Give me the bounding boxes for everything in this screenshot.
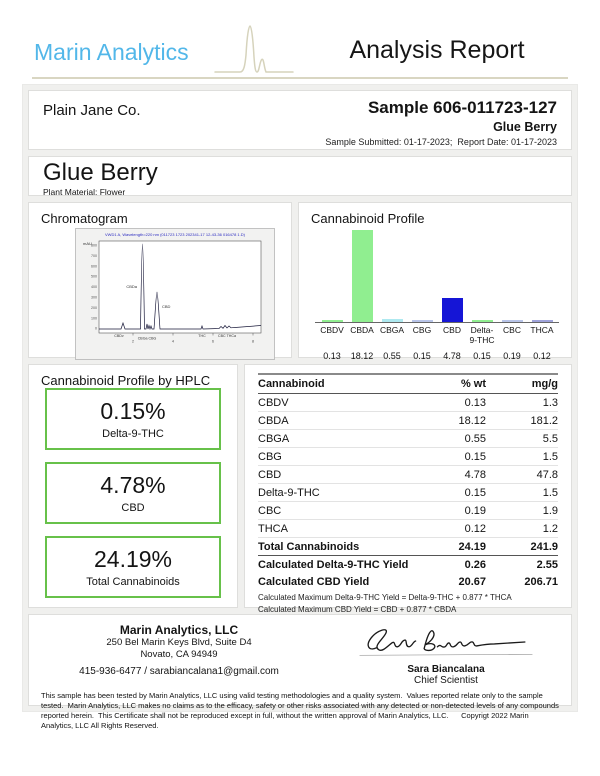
hplc-box-value: 0.15% xyxy=(100,398,166,424)
chrom-x-tick: 4 xyxy=(171,338,175,344)
strain-card xyxy=(28,156,572,196)
results-table-card xyxy=(244,364,572,614)
cell-pct-wt: 0.26 xyxy=(464,558,486,571)
page-title: Analysis Report xyxy=(349,36,525,64)
cell-pct-wt: 0.13 xyxy=(414,394,486,412)
footer-top xyxy=(29,623,571,686)
cell-mg-g: 206.71 xyxy=(524,575,558,588)
cell-pct-wt: 0.15 xyxy=(414,484,486,502)
bar-slot xyxy=(497,230,527,322)
col-header-cannabinoid: Cannabinoid xyxy=(258,374,414,394)
cell-mg-g: 47.8 xyxy=(486,466,558,484)
lab-phone-email: 415-936-6477 / sarabiancalana1@gmail.com xyxy=(79,665,279,677)
cell-mg-g: 5.5 xyxy=(486,430,558,448)
table-row xyxy=(258,430,558,448)
cell-analyte: Calculated CBD Yield xyxy=(258,575,370,588)
chrom-y-tick: 200 xyxy=(91,305,97,310)
cell-analyte: Calculated Delta-9-THC Yield xyxy=(258,558,409,571)
chrom-x-tick: 8 xyxy=(251,338,255,344)
bar-slot xyxy=(407,230,437,322)
sample-dates: Sample Submitted: 01-17-2023; Report Date: 01-17-2023 xyxy=(325,137,557,147)
bar-slot xyxy=(437,230,467,322)
chromatogram-plot xyxy=(75,228,275,360)
chrom-peak-label-second: CBD xyxy=(162,304,171,309)
hplc-box-delta9thc xyxy=(45,388,221,450)
cell-pct-wt: 0.19 xyxy=(414,502,486,520)
bar-category-label: CBGA xyxy=(379,325,405,335)
yield-note-thc: Calculated Maximum Delta-9-THC Yield = Delta-9-THC + 0.877 * THCA xyxy=(258,593,512,602)
hplc-box-cbd xyxy=(45,462,221,524)
cell-pct-wt: 4.78 xyxy=(414,466,486,484)
cell-pct-wt: 18.12 xyxy=(414,412,486,430)
report-header xyxy=(32,30,568,79)
chrom-peak-label-cbga-cbg: CBGa CBG xyxy=(137,336,157,341)
table-row xyxy=(258,520,558,538)
hplc-box-total xyxy=(45,536,221,598)
bar-category-label: CBD xyxy=(443,325,461,335)
chrom-x-tick: 2 xyxy=(131,338,135,344)
hplc-summary-card xyxy=(28,364,238,608)
bar-labels xyxy=(315,323,559,346)
yield-note-cbd: Calculated Maximum CBD Yield = CBD + 0.877 * CBDA xyxy=(258,605,457,614)
chrom-y-tick: 300 xyxy=(91,295,97,300)
table-row xyxy=(258,394,558,412)
cell-analyte: CBDV xyxy=(258,394,414,412)
table-header-row xyxy=(258,374,558,394)
bar-category-label: CBC xyxy=(503,325,521,335)
chrom-peak-label-thc: THC xyxy=(198,334,206,338)
bar-category-label: CBG xyxy=(412,325,432,335)
cell-mg-g: 1.5 xyxy=(486,448,558,466)
bar-slot xyxy=(377,230,407,322)
chrom-y-tick: 100 xyxy=(91,316,97,321)
cannabinoid-bar-chart xyxy=(315,230,559,361)
chromatogram-peak-icon xyxy=(214,21,294,80)
bar-cbd xyxy=(442,298,463,322)
table-row xyxy=(258,484,558,502)
bar-slot xyxy=(527,230,557,322)
cell-pct-wt: 0.15 xyxy=(414,448,486,466)
cell-analyte: CBC xyxy=(258,502,414,520)
bar-delta-9-thc xyxy=(472,320,493,322)
lab-brand-name: Marin Analytics xyxy=(34,39,189,65)
hplc-section-title: Cannabinoid Profile by HPLC xyxy=(41,373,211,388)
hplc-box-label: Total Cannabinoids xyxy=(86,576,180,588)
table-calc-row xyxy=(258,573,558,590)
chrom-y-tick: 800 xyxy=(91,243,97,248)
lab-contact-block xyxy=(29,623,329,686)
bar-slot xyxy=(467,230,497,322)
hplc-box-value: 4.78% xyxy=(100,472,166,498)
table-calc-row xyxy=(258,556,558,574)
chrom-caption: VWD1 A, Wavelength=220 nm (011723 1723 202341-17 12-43-36 016478 1.D) xyxy=(105,232,245,237)
bar-plot xyxy=(315,230,559,323)
cell-mg-g: 1.3 xyxy=(486,394,558,412)
table-body xyxy=(258,394,558,591)
report-body xyxy=(22,84,578,730)
cell-pct-wt: 0.12 xyxy=(414,520,486,538)
bar-value-label: 0.13 xyxy=(323,350,341,361)
chromatogram-card xyxy=(28,202,292,358)
bar-cbg xyxy=(412,320,433,322)
chrom-y-ticks xyxy=(91,244,97,331)
chrom-y-tick: 0 xyxy=(95,326,97,331)
cell-analyte: Total Cannabinoids xyxy=(258,538,414,556)
bar-category-label: CBDA xyxy=(350,325,374,335)
bar-value-label: 0.12 xyxy=(533,350,551,361)
strain-name: Glue Berry xyxy=(43,159,158,186)
bar-cbga xyxy=(382,319,403,322)
sample-info-card xyxy=(28,90,572,150)
table-row xyxy=(258,412,558,430)
cell-analyte: CBDA xyxy=(258,412,414,430)
cell-mg-g: 241.9 xyxy=(486,538,558,556)
table-total-row xyxy=(258,538,558,556)
bar-category-label: CBDV xyxy=(320,325,344,335)
bar-cbda xyxy=(352,230,373,322)
bar-cbc xyxy=(502,320,523,322)
bar-value-label: 0.15 xyxy=(473,350,491,361)
lab-address-line1: 250 Bel Marin Keys Blvd, Suite D4 xyxy=(106,637,252,648)
cannabinoid-profile-card xyxy=(298,202,572,361)
bar-category-label: THCA xyxy=(530,325,554,335)
chrom-peak-label-cbdv: CBDv xyxy=(114,334,124,338)
chrom-peak-label-cbc-thca: CBC THCa xyxy=(218,334,236,338)
chrom-x-tick: 6 xyxy=(211,338,215,344)
cannabinoid-table xyxy=(258,373,558,590)
bar-value-label: 0.55 xyxy=(383,350,401,361)
lab-address-line2: Novato, CA 94949 xyxy=(140,649,218,661)
bar-value-label: 0.19 xyxy=(503,350,521,361)
cell-pct-wt: 24.19 xyxy=(414,538,486,556)
chromatogram-title: Chromatogram xyxy=(41,211,128,226)
plant-material: Plant Material: Flower xyxy=(43,187,126,198)
cell-mg-g: 2.55 xyxy=(536,558,558,571)
hplc-box-label: CBD xyxy=(121,502,145,514)
charts-row xyxy=(28,202,572,361)
sample-meta xyxy=(325,98,557,147)
table-row xyxy=(258,502,558,520)
cell-mg-g: 1.5 xyxy=(486,484,558,502)
cell-pct-wt: 0.55 xyxy=(414,430,486,448)
signature-image xyxy=(351,623,541,661)
col-header-pct-wt: % wt xyxy=(414,374,486,394)
lab-company-name: Marin Analytics, LLC xyxy=(119,623,239,637)
bar-thca xyxy=(532,320,553,322)
table-row xyxy=(258,448,558,466)
col-header-mg-g: mg/g xyxy=(486,374,558,394)
bar-values xyxy=(315,346,559,361)
cell-mg-g: 1.2 xyxy=(486,520,558,538)
hplc-row xyxy=(28,364,572,614)
chrom-y-tick: 400 xyxy=(91,285,97,290)
cell-analyte: CBGA xyxy=(258,430,414,448)
cell-pct-wt: 20.67 xyxy=(458,575,486,588)
cell-analyte: CBG xyxy=(258,448,414,466)
cell-mg-g: 181.2 xyxy=(486,412,558,430)
bar-slot xyxy=(317,230,347,322)
cell-analyte: THCA xyxy=(258,520,414,538)
hplc-box-label: Delta-9-THC xyxy=(102,428,164,440)
cell-mg-g: 1.9 xyxy=(486,502,558,520)
signer-name: Sara Biancalana xyxy=(407,664,485,675)
cell-analyte: Delta-9-THC xyxy=(258,484,414,502)
table-row xyxy=(258,466,558,484)
cell-analyte: CBD xyxy=(258,466,414,484)
bar-cbdv xyxy=(322,320,343,322)
chrom-y-tick: 700 xyxy=(91,253,97,258)
bar-category-label: Delta-9-THC xyxy=(469,325,495,345)
hplc-box-value: 24.19% xyxy=(93,546,172,572)
signer-title: Chief Scientist xyxy=(414,675,478,686)
bar-value-label: 0.15 xyxy=(413,350,431,361)
disclaimer-text: This sample has been tested by Marin Analytics, LLC using valid testing methodologies and a quality system. Values reported relate only to the sample tested. Marin Analytics, LLC makes no claims as to the efficacy, safety or other risks associated with any detected or non-detected levels of any compounds reported herein. This Certificate shall not be reproduced except in full, without the written approval of Marin Analytics, LLC. Copyrigt 2022 Marin Analytics, LLC All Rights Reserved. xyxy=(41,691,561,730)
bar-slot xyxy=(347,230,377,322)
sample-name: Glue Berry xyxy=(493,120,557,134)
client-name: Plain Jane Co. xyxy=(43,102,141,119)
signature-block xyxy=(329,623,571,686)
chrom-y-tick: 600 xyxy=(91,264,97,269)
footer-card xyxy=(28,614,572,730)
chrom-y-axis-label: mAU xyxy=(83,241,92,246)
sample-id: Sample 606-011723-127 xyxy=(367,98,557,117)
bar-value-label: 18.12 xyxy=(350,350,374,361)
chrom-y-tick: 500 xyxy=(91,274,97,279)
bar-value-label: 4.78 xyxy=(443,350,461,361)
chrom-peak-label-major: CBDa xyxy=(126,284,137,289)
cannabinoid-profile-title: Cannabinoid Profile xyxy=(311,211,425,226)
